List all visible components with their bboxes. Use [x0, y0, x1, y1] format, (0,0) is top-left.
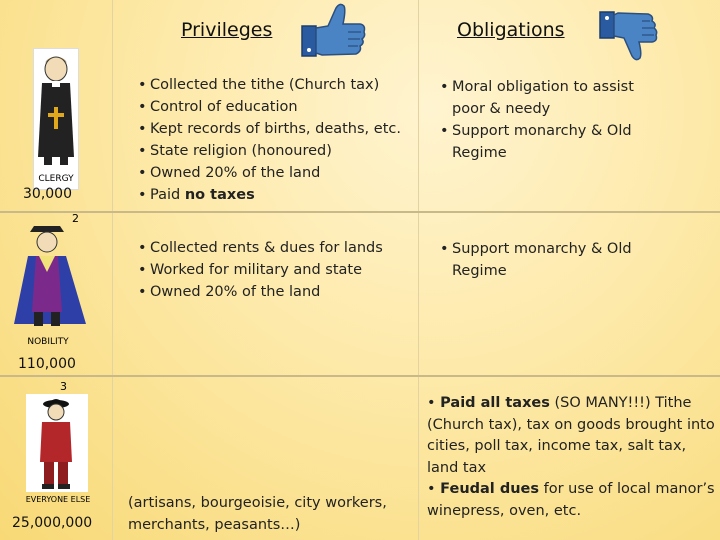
nobility-number: 2: [72, 212, 79, 225]
list-item: • Control of education: [138, 96, 408, 118]
column-divider: [418, 0, 419, 540]
column-divider: [112, 0, 113, 540]
obligations-header: Obligations: [457, 19, 565, 41]
list-item: • Owned 20% of the land: [138, 162, 408, 184]
third-estate-image: [22, 378, 96, 516]
third-estate-number: 3: [60, 380, 67, 393]
list-item: • Owned 20% of the land: [138, 281, 408, 303]
list-item: • Collected rents & dues for lands: [138, 237, 408, 259]
third-estate-obligations-text: • Paid all taxes (SO MANY!!!) Tithe (Church tax), tax on goods brought into cities, poll tax, income tax, salt tax, land tax • Feudal dues for use of local manor’s winepress, oven, etc.: [427, 395, 715, 519]
clergy-obligations-list: [440, 76, 650, 164]
nobility-privileges-list: [138, 237, 408, 303]
nobility-label: NOBILITY: [27, 337, 69, 347]
clergy-privileges-list: [138, 74, 408, 206]
list-item: • Moral obligation to assist poor & needy: [440, 76, 650, 120]
list-item: • Worked for military and state: [138, 259, 408, 281]
thumbs-up-icon: [298, 2, 368, 64]
third-estate-population: 25,000,000: [12, 515, 93, 531]
nobility-obligations-list: [440, 238, 650, 282]
clergy-image: [33, 48, 79, 190]
clergy-population: 30,000: [23, 186, 72, 202]
thumbs-down-icon: [596, 8, 660, 68]
nobility-population: 110,000: [18, 356, 76, 372]
privileges-header: Privileges: [181, 19, 273, 41]
nobility-image: [12, 212, 90, 354]
list-item: • Support monarchy & Old Regime: [440, 238, 650, 282]
third-estate-privileges-text: (artisans, bourgeoisie, city workers, merchants, peasants…): [128, 495, 387, 533]
list-item: • State religion (honoured): [138, 140, 408, 162]
list-item: • Support monarchy & Old Regime: [440, 120, 650, 164]
list-item: • Paid no taxes: [138, 184, 408, 206]
row-divider: [0, 375, 720, 377]
list-item: • Collected the tithe (Church tax): [138, 74, 408, 96]
third-estate-label: EVERYONE ELSE: [25, 495, 91, 504]
clergy-label: CLERGY: [38, 174, 74, 184]
row-divider: [0, 211, 720, 213]
list-item: • Kept records of births, deaths, etc.: [138, 118, 408, 140]
